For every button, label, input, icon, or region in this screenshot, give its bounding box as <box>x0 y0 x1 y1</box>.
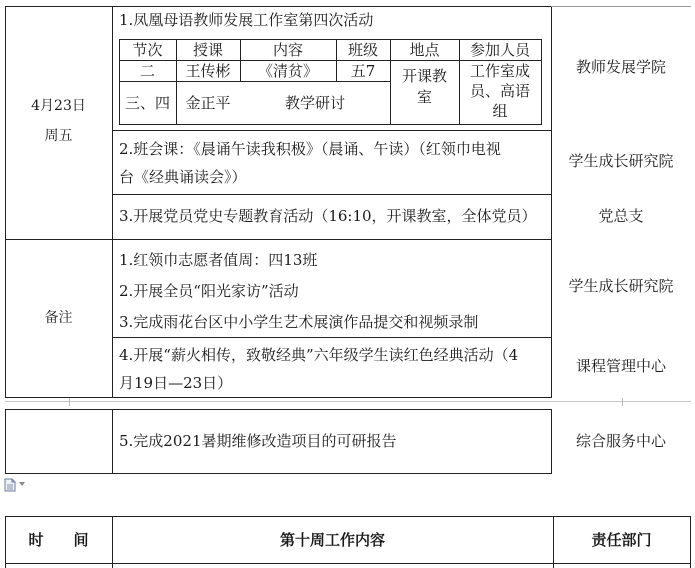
note-4-text <box>119 341 518 397</box>
header-time: 时 间 <box>28 531 89 549</box>
dept-general-services: 综合服务中心 <box>575 432 666 450</box>
date-text: 4月23日 <box>31 98 86 114</box>
date-cell <box>5 96 112 146</box>
attendees-line3: 组 <box>492 102 508 120</box>
row2-period: 三、四 <box>124 94 170 112</box>
attendees-cell <box>459 61 541 121</box>
page-break-line <box>5 401 691 402</box>
dept-teacher-development: 教师发展学院 <box>575 58 666 76</box>
item-2-line2: 台《经典诵读会》） <box>119 168 247 186</box>
header-period: 节次 <box>132 41 163 59</box>
row1-class: 五7 <box>350 62 376 80</box>
header-responsible-dept: 责任部门 <box>591 531 652 549</box>
location-line2: 室 <box>416 88 432 106</box>
attendees-line1: 工作室成 <box>469 62 530 80</box>
header-attendees: 参加人员 <box>469 41 530 59</box>
item-3-text: 3.开展党员党史专题教育活动（16:10，开课教室，全体党员） <box>119 207 537 225</box>
weekday-text: 周五 <box>44 128 73 144</box>
document-icon[interactable] <box>4 478 16 492</box>
location-line1: 开课教 <box>401 67 447 85</box>
row2-content: 教学研讨 <box>284 94 345 112</box>
item-1-title: 1.凤凰母语教师发展工作室第四次活动 <box>119 11 374 29</box>
row1-teacher: 王传彬 <box>185 62 231 80</box>
note-4-line1: 4.开展“薪火相传，致敬经典”六年级学生读红色经典活动（4 <box>119 346 519 364</box>
note-3: 3.完成雨花台区中小学生艺术展演作品提交和视频录制 <box>119 313 479 331</box>
note-2: 2.开展全员“阳光家访”活动 <box>119 282 299 300</box>
dept-student-growth-2: 学生成长研究院 <box>568 277 674 295</box>
row1-period: 二 <box>139 62 155 80</box>
header-week10-content: 第十周工作内容 <box>279 531 385 549</box>
header-content: 内容 <box>272 41 303 59</box>
dept-party-branch: 党总支 <box>598 207 644 225</box>
attendees-line2: 员、高语 <box>469 82 530 100</box>
notes-list <box>119 245 478 338</box>
header-class: 班级 <box>347 41 378 59</box>
dept-curriculum: 课程管理中心 <box>575 357 666 375</box>
note-5: 5.完成2021暑期维修改造项目的可研报告 <box>119 432 397 450</box>
note-label: 备注 <box>44 310 73 326</box>
note-1: 1.红领巾志愿者值周：四13班 <box>119 251 318 269</box>
location-cell <box>390 66 459 108</box>
row1-content: 《清贫》 <box>257 62 318 80</box>
header-teacher: 授课 <box>192 41 223 59</box>
header-location: 地点 <box>409 41 440 59</box>
item-2-text <box>119 135 501 191</box>
dept-student-growth: 学生成长研究院 <box>568 152 674 170</box>
row2-teacher: 金正平 <box>185 94 231 112</box>
note-4-line2: 月19日—23日） <box>119 374 233 392</box>
chevron-down-icon[interactable] <box>19 482 25 486</box>
item-2-line1: 2.班会课：《晨诵午读我积极》（晨诵、午读）（红领巾电视 <box>119 140 501 158</box>
